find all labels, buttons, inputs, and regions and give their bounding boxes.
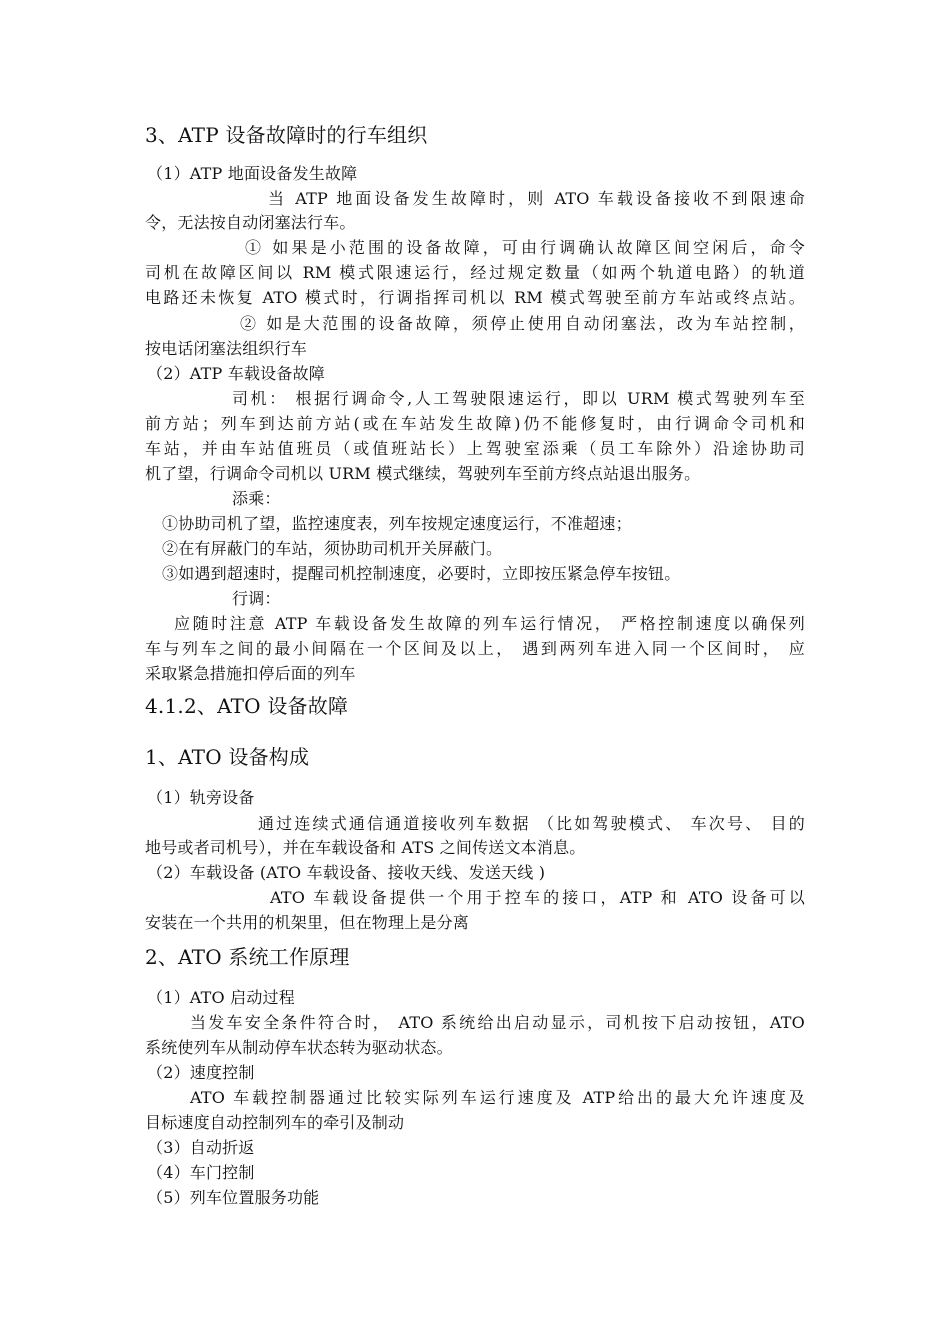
subheading-atp-onboard: （2）ATP 车载设备故障	[147, 364, 325, 383]
subheading-trackside: （1）轨旁设备	[147, 788, 255, 807]
paragraph-line: 采取紧急措施扣停后面的列车	[145, 664, 356, 683]
paragraph-line: 地号或者司机号），并在车载设备和 ATS 之间传送文本消息。	[145, 838, 586, 857]
paragraph-line: 机了望，行调命令司机以 URM 模式继续，驾驶列车至前方终点站退出服务。	[145, 464, 701, 483]
paragraph-line: 目标速度自动控制列车的牵引及制动	[145, 1113, 405, 1132]
subheading-door-control: （4）车门控制	[147, 1163, 255, 1182]
subheading-auto-turnback: （3）自动折返	[147, 1138, 255, 1157]
section-heading-atp-fault: 3、ATP 设备故障时的行车组织	[145, 123, 428, 147]
list-item: ②在有屏蔽门的车站，须协助司机开关屏蔽门。	[162, 539, 503, 558]
section-heading-ato-principle: 2、ATO 系统工作原理	[145, 945, 350, 969]
section-heading-ato-composition: 1、ATO 设备构成	[145, 745, 310, 769]
paragraph-line: 车与列车之间的最小间隔在一个区间及以上， 遇到两列车进入同一个区间时， 应	[145, 639, 805, 658]
paragraph-line: 司机在故障区间以 RM 模式限速运行，经过规定数量（如两个轨道电路）的轨道	[145, 263, 805, 282]
paragraph-line: 车站，并由车站值班员（或值班站长）上驾驶室添乘（员工车除外）沿途协助司	[145, 439, 805, 458]
paragraph-line: ① 如果是小范围的设备故障，可由行调确认故障区间空闲后，命令	[245, 238, 805, 257]
paragraph-line: 系统使列车从制动停车状态转为驱动状态。	[145, 1038, 453, 1057]
paragraph-line: 应随时注意 ATP 车载设备发生故障的列车运行情况， 严格控制速度以确保列	[174, 614, 805, 633]
subheading-atp-ground: （1）ATP 地面设备发生故障	[147, 164, 358, 183]
role-label-dispatcher: 行调：	[232, 589, 281, 608]
list-item: ①协助司机了望，监控速度表，列车按规定速度运行，不准超速；	[162, 514, 632, 533]
paragraph-line: 当发车安全条件符合时， ATO 系统给出启动显示，司机按下启动按钮，ATO	[190, 1013, 805, 1032]
section-heading-ato-fault: 4.1.2、ATO 设备故障	[145, 694, 349, 718]
paragraph-line: 电路还未恢复 ATO 模式时，行调指挥司机以 RM 模式驾驶至前方车站或终点站。	[145, 288, 805, 307]
list-item: ③如遇到超速时，提醒司机控制速度，必要时，立即按压紧急停车按钮。	[162, 564, 681, 583]
paragraph-line: 当 ATP 地面设备发生故障时，则 ATO 车载设备接收不到限速命	[268, 189, 805, 208]
paragraph-line: ATO 车载控制器通过比较实际列车运行速度及 ATP给出的最大允许速度及	[190, 1088, 805, 1107]
subheading-ato-start: （1）ATO 启动过程	[147, 988, 295, 1007]
paragraph-line: ② 如是大范围的设备故障，须停止使用自动闭塞法，改为车站控制，	[240, 314, 805, 333]
subheading-train-position-service: （5）列车位置服务功能	[147, 1188, 320, 1207]
paragraph-line: 通过连续式通信通道接收列车数据 （比如驾驶模式、 车次号、 目的	[258, 814, 805, 833]
paragraph-line: 司机： 根据行调命令,人工驾驶限速运行，即以 URM 模式驾驶列车至	[232, 389, 805, 408]
subheading-onboard: （2）车载设备 (ATO 车载设备、接收天线、发送天线 )	[147, 863, 546, 882]
paragraph-line: 按电话闭塞法组织行车	[145, 339, 308, 358]
role-label-attendant: 添乘：	[232, 489, 281, 508]
paragraph-line: ATO 车载设备提供一个用于控车的接口，ATP 和 ATO 设备可以	[270, 888, 805, 907]
subheading-speed-control: （2）速度控制	[147, 1063, 255, 1082]
paragraph-line: 前方站；列车到达前方站(或在车站发生故障)仍不能修复时，由行调命令司机和	[145, 414, 805, 433]
paragraph-line: 令，无法按自动闭塞法行车。	[145, 213, 356, 232]
paragraph-line: 安装在一个共用的机架里，但在物理上是分离	[145, 913, 470, 932]
